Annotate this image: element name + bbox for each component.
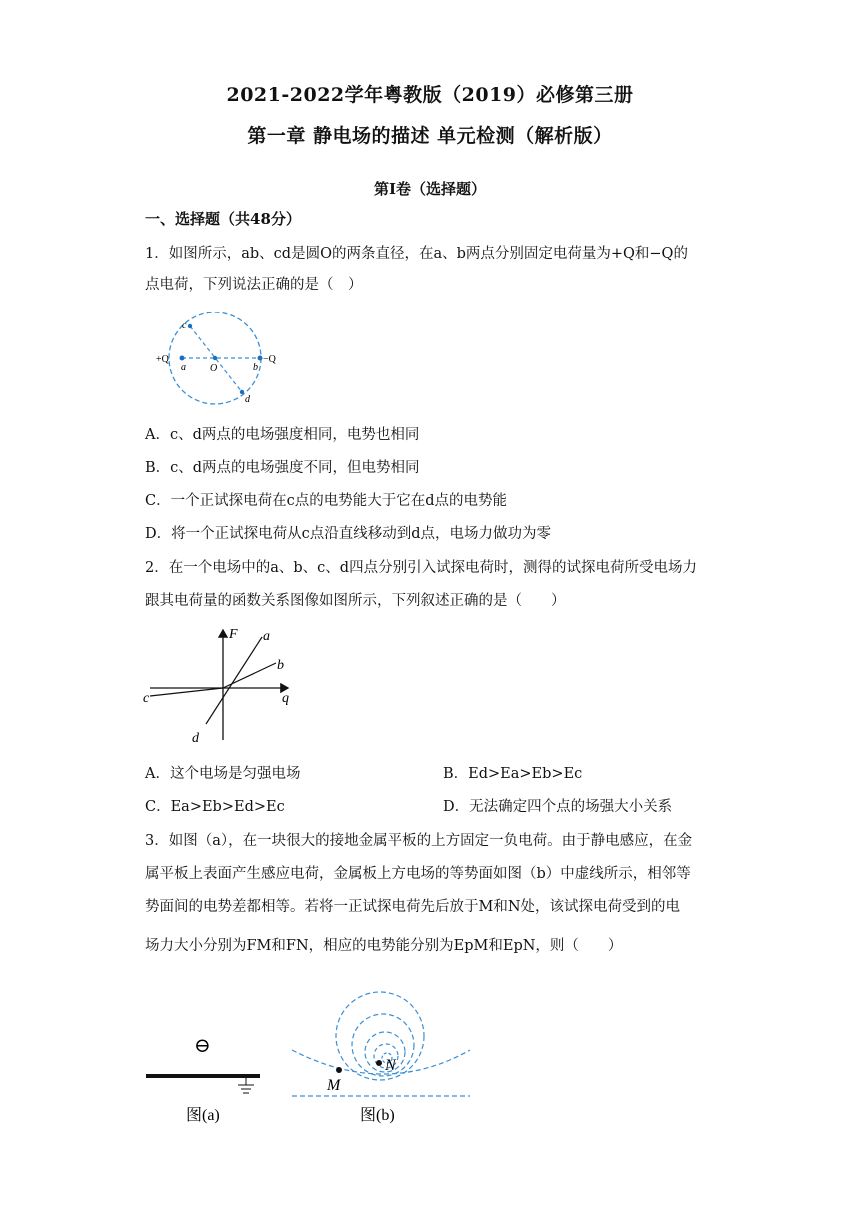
- q2-figure: [140, 622, 300, 747]
- part-heading: 第Ⅰ卷（选择题）: [373, 180, 487, 198]
- q1-option-b: B．c、d两点的电场强度不同，但电势相同: [145, 460, 420, 476]
- q2-line-ad: [206, 637, 262, 724]
- q1-figure: [150, 312, 290, 408]
- q3-stem-line1: [145, 829, 692, 850]
- q1-option-c: C．一个正试探电荷在c点的电势能大于它在d点的电势能: [145, 493, 507, 509]
- q1-stem-line2: 点电荷，下列说法正确的是（ ）: [145, 277, 363, 293]
- q2-label-a: a: [263, 629, 270, 644]
- q1-point-c: [188, 324, 192, 328]
- q1-label-plusQ: +Q: [156, 354, 169, 365]
- q1-label-d: d: [245, 394, 250, 405]
- q2-option-d: D．无法确定四个点的场强大小关系: [443, 799, 673, 815]
- q3-point-N: [376, 1060, 382, 1066]
- q1-point-a: [180, 356, 185, 361]
- q1-label-a: a: [181, 362, 186, 373]
- q2-label-F: F: [229, 627, 238, 642]
- section-heading: 一、选择题（共48分）: [145, 210, 301, 228]
- q3-stem-line2: 属平板上表面产生感应电荷，金属板上方电场的等势面如图（b）中虚线所示，相邻等: [145, 866, 691, 882]
- q1-option-a: A．c、d两点的电场强度相同，电势也相同: [145, 427, 420, 443]
- q2-label-b: b: [277, 658, 284, 673]
- document-title-line2: 第一章 静电场的描述 单元检测（解析版）: [247, 125, 613, 147]
- q2-option-b: B．Ed>Ea>Eb>Ec: [443, 766, 583, 782]
- q1-label-c: c: [182, 320, 187, 331]
- q3-stem-line4: 场力大小分别为FM和FN，相应的电势能分别为EpM和EpN，则（ ）: [145, 938, 623, 954]
- q3-label-M: M: [327, 1077, 341, 1094]
- q2-stem-text-1: 在一个电场中的a、b、c、d四点分别引入试探电荷时，测得的试探电荷所受电场力: [168, 560, 698, 576]
- q2-option-a: A．这个电场是匀强电场: [145, 766, 301, 782]
- q1-number: 1．: [145, 246, 169, 262]
- q2-number: 2．: [145, 560, 169, 576]
- q3-caption-a: 图(a): [186, 1107, 220, 1124]
- q3-caption-b: 图(b): [360, 1107, 395, 1124]
- q1-label-O: O: [210, 363, 218, 374]
- q2-option-c: C．Ea>Eb>Ed>Ec: [145, 799, 285, 815]
- q3-negative-charge: ⊖: [194, 1035, 211, 1057]
- q1-point-O: [213, 356, 217, 360]
- q1-label-b: b: [253, 362, 258, 373]
- q3-label-N: N: [385, 1057, 396, 1074]
- q3-figure: [140, 990, 480, 1130]
- q3-stem-line3: 势面间的电势差都相等。若将一正试探电荷先后放于M和N处，该试探电荷受到的电: [145, 899, 681, 915]
- document-title-line1: 2021-2022学年粤教版（2019）必修第三册: [226, 84, 634, 106]
- q1-label-minusQ: −Q: [263, 354, 276, 365]
- q2-stem-line1: [145, 556, 697, 577]
- q1-option-d: D．将一个正试探电荷从c点沿直线移动到d点，电场力做功为零: [145, 526, 552, 542]
- q2-label-d: d: [192, 731, 199, 746]
- q2-line-c: [150, 688, 223, 696]
- q3-stem-text-1: 如图（a），在一块很大的接地金属平板的上方固定一负电荷。由于静电感应，在金: [168, 833, 693, 849]
- q1-point-b: [258, 356, 263, 361]
- q2-label-q: q: [282, 691, 289, 706]
- q3-number: 3．: [145, 833, 169, 849]
- q1-point-d: [240, 390, 244, 394]
- q2-line-b: [223, 663, 276, 688]
- q1-stem-line1: [145, 242, 688, 263]
- q2-stem-line2: 跟其电荷量的函数关系图像如图所示，下列叙述正确的是（ ）: [145, 593, 566, 609]
- q3-point-M: [336, 1067, 342, 1073]
- q2-label-c: c: [143, 691, 150, 706]
- q1-stem-text-1: 如图所示，ab、cd是圆O的两条直径，在a、b两点分别固定电荷量为+Q和−Q的: [168, 246, 688, 262]
